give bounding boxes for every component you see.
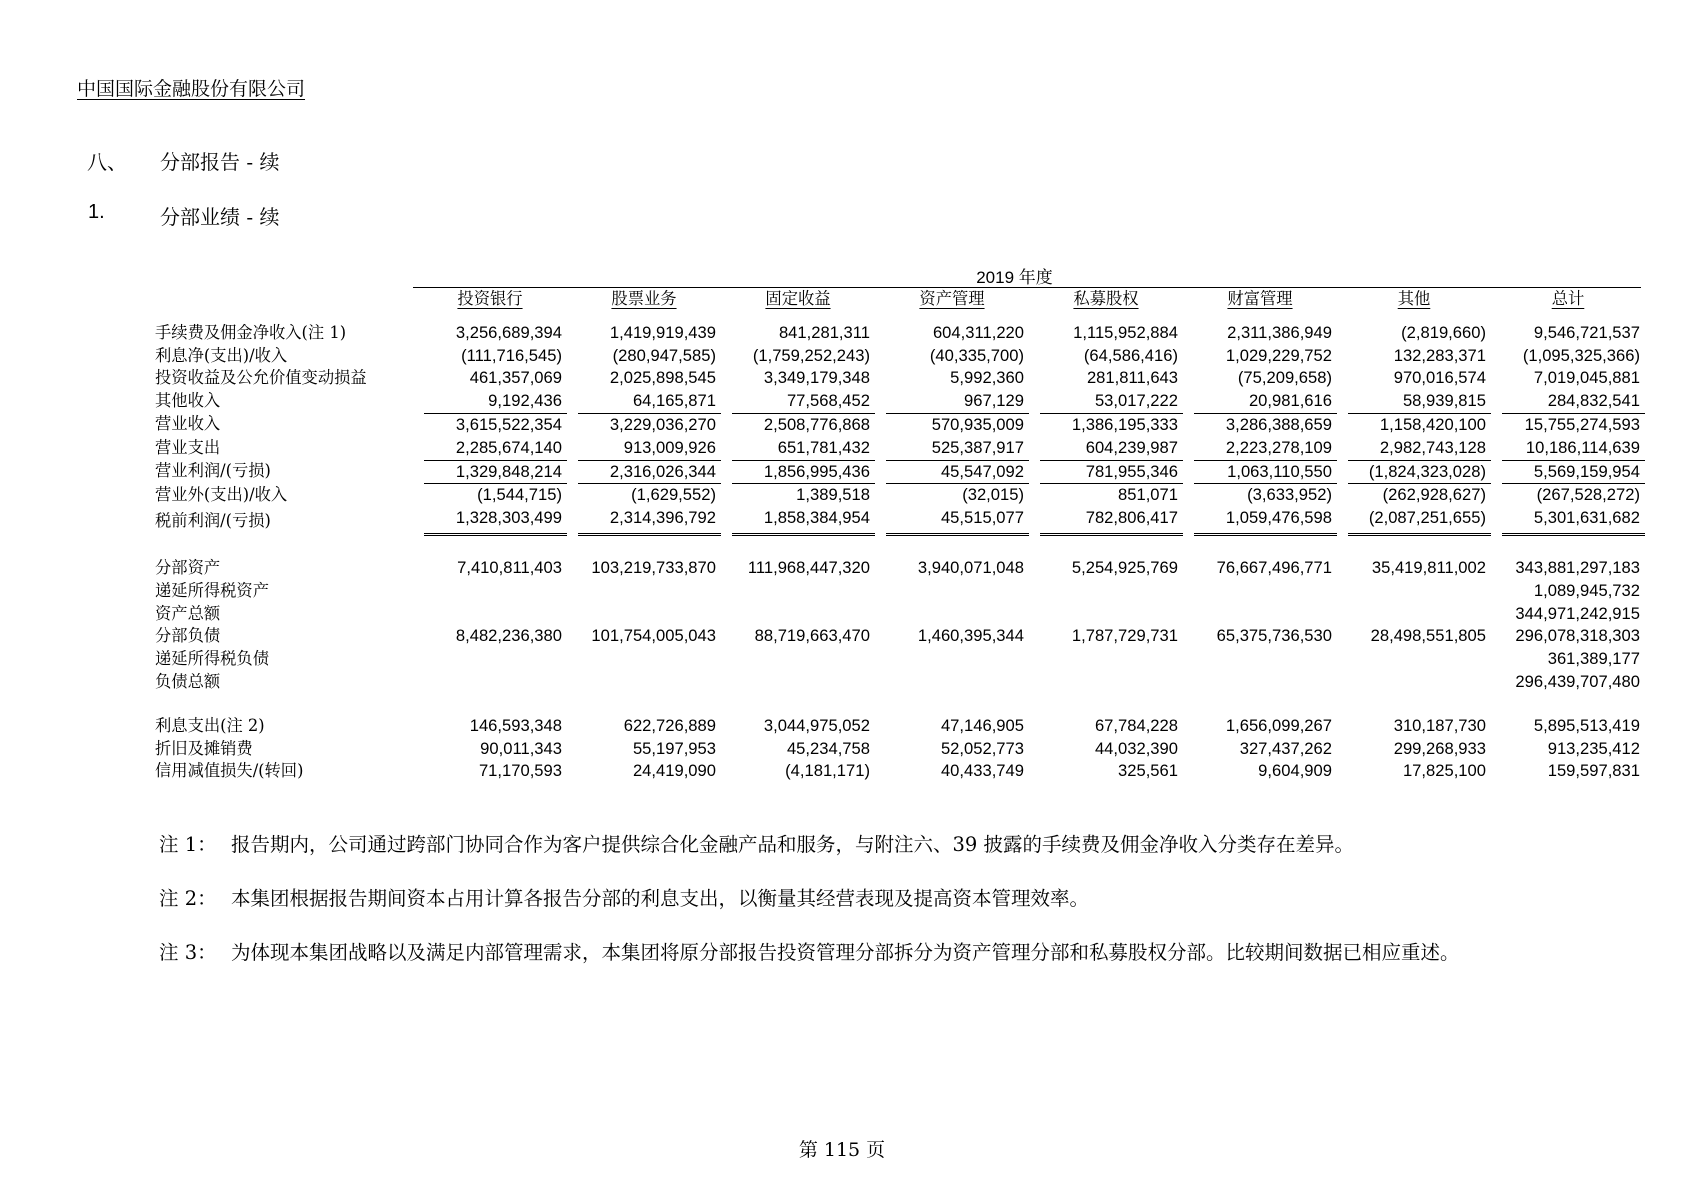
cell-value: 782,806,417 — [1029, 507, 1183, 536]
note-3 — [159, 937, 1460, 965]
cell-value: (1,824,323,028) — [1337, 460, 1491, 484]
row-label: 信用减值损失/(转回) — [155, 761, 304, 781]
cell-value: 24,419,090 — [632, 761, 716, 781]
cell-value — [875, 580, 1029, 603]
table-row — [155, 648, 1645, 671]
cell-value: 132,283,371 — [1393, 345, 1486, 365]
cell-value: 651,781,432 — [777, 437, 870, 457]
cell-value: 3,044,975,052 — [763, 715, 870, 735]
cell-value: 299,268,933 — [1393, 738, 1486, 758]
table-row — [155, 580, 1645, 603]
cell-value — [721, 671, 875, 694]
cell-value: 281,811,643 — [1086, 368, 1178, 388]
cell-value: 296,078,318,303 — [1515, 626, 1640, 646]
cell-value: 361,389,177 — [1547, 649, 1640, 669]
cell-value: 9,192,436 — [488, 391, 562, 411]
cell-value: (267,528,272) — [1491, 483, 1645, 507]
cell-value: 296,439,707,480 — [1515, 671, 1640, 691]
cell-value: 284,832,541 — [1547, 391, 1640, 411]
cell-value: 604,239,987 — [1085, 437, 1178, 457]
cell-value: 3,615,522,354 — [413, 413, 567, 437]
cell-value: 3,349,179,348 — [763, 368, 870, 388]
row-label: 资产总额 — [155, 603, 221, 623]
row-label: 分部资产 — [155, 557, 221, 577]
table-row — [155, 507, 1645, 536]
cell-value: 64,165,871 — [632, 391, 716, 411]
cell-value — [413, 603, 567, 626]
cell-value: 20,981,616 — [1248, 391, 1332, 411]
cell-value: 913,009,926 — [623, 437, 716, 457]
cell-value: 1,787,729,731 — [1071, 626, 1178, 646]
cell-value: 1,328,303,499 — [413, 507, 567, 536]
cell-value: (1,759,252,243) — [752, 345, 870, 365]
cell-value: 5,992,360 — [950, 368, 1024, 388]
note-label: 注 3： — [159, 941, 217, 964]
column-header-row — [155, 288, 1645, 311]
column-header: 固定收益 — [765, 289, 831, 308]
cell-value: 970,016,574 — [1393, 368, 1486, 388]
cell-value — [567, 603, 721, 626]
cell-value: 71,170,593 — [478, 761, 562, 781]
row-label: 利息净(支出)/收入 — [155, 345, 288, 365]
cell-value: (1,095,325,366) — [1522, 345, 1640, 365]
cell-value: 67,784,228 — [1094, 715, 1178, 735]
cell-value: (1,544,715) — [413, 483, 567, 507]
cell-value: 8,482,236,380 — [455, 626, 562, 646]
cell-value: 45,547,092 — [875, 460, 1029, 484]
cell-value: 45,515,077 — [875, 507, 1029, 536]
cell-value: 9,546,721,537 — [1533, 322, 1640, 342]
cell-value: 2,285,674,140 — [455, 437, 562, 457]
cell-value: 77,568,452 — [786, 391, 870, 411]
note-label: 注 2： — [159, 887, 217, 910]
cell-value: (2,087,251,655) — [1337, 507, 1491, 536]
cell-value: 1,063,110,550 — [1183, 460, 1337, 484]
cell-value: 1,419,919,439 — [609, 322, 716, 342]
note-text: 本集团根据报告期间资本占用计算各报告分部的利息支出，以衡量其经营表现及提高资本管理效率。 — [231, 887, 1090, 910]
cell-value — [1183, 580, 1337, 603]
cell-value: 1,329,848,214 — [413, 460, 567, 484]
cell-value: (262,928,627) — [1337, 483, 1491, 507]
cell-value — [567, 580, 721, 603]
cell-value: 15,755,274,593 — [1491, 413, 1645, 437]
cell-value — [567, 671, 721, 694]
cell-value: 967,129 — [964, 391, 1024, 411]
cell-value: 17,825,100 — [1402, 761, 1486, 781]
cell-value: 841,281,311 — [778, 322, 870, 342]
cell-value: 5,254,925,769 — [1071, 557, 1178, 577]
cell-value: 5,895,513,419 — [1533, 715, 1640, 735]
cell-value — [1029, 603, 1183, 626]
cell-value: 2,314,396,792 — [567, 507, 721, 536]
cell-value: (280,947,585) — [612, 345, 716, 365]
cell-value: 1,029,229,752 — [1225, 345, 1332, 365]
cell-value — [1337, 603, 1491, 626]
section-number: 八、 — [87, 150, 127, 174]
cell-value — [721, 648, 875, 671]
cell-value: 1,389,518 — [721, 483, 875, 507]
cell-value — [875, 603, 1029, 626]
cell-value: 76,667,496,771 — [1216, 557, 1332, 577]
row-label: 递延所得税资产 — [155, 580, 269, 600]
cell-value: (75,209,658) — [1237, 368, 1332, 388]
subsection-number: 1. — [88, 201, 105, 223]
cell-value — [1029, 648, 1183, 671]
cell-value: 327,437,262 — [1239, 738, 1332, 758]
cell-value: 525,387,917 — [931, 437, 1024, 457]
cell-value: 53,017,222 — [1094, 391, 1178, 411]
cell-value: 101,754,005,043 — [591, 626, 716, 646]
row-label: 分部负债 — [155, 626, 221, 646]
cell-value: (40,335,700) — [929, 345, 1024, 365]
cell-value: 52,052,773 — [940, 738, 1024, 758]
cell-value: 88,719,663,470 — [754, 626, 870, 646]
table-row — [155, 671, 1645, 694]
cell-value: 7,019,045,881 — [1533, 368, 1640, 388]
cell-value: 55,197,953 — [632, 738, 716, 758]
cell-value — [721, 580, 875, 603]
cell-value: 103,219,733,870 — [591, 557, 716, 577]
cell-value: (64,586,416) — [1083, 345, 1178, 365]
table-row — [155, 715, 1645, 738]
cell-value: 344,971,242,915 — [1515, 603, 1640, 623]
cell-value: 2,508,776,868 — [721, 413, 875, 437]
row-label: 税前利润/(亏损) — [155, 511, 271, 531]
cell-value — [1337, 671, 1491, 694]
cell-value: 159,597,831 — [1547, 761, 1640, 781]
table-row — [155, 413, 1645, 437]
cell-value — [1337, 648, 1491, 671]
table-row — [155, 483, 1645, 507]
cell-value — [1029, 671, 1183, 694]
cell-value: 3,940,071,048 — [917, 557, 1024, 577]
cell-value — [413, 580, 567, 603]
column-header: 股票业务 — [611, 289, 677, 308]
cell-value: 570,935,009 — [875, 413, 1029, 437]
row-label: 手续费及佣金净收入(注 1) — [155, 322, 347, 342]
column-header: 私募股权 — [1073, 289, 1139, 308]
cell-value — [413, 671, 567, 694]
table-row — [155, 437, 1645, 460]
cell-value: 622,726,889 — [623, 715, 716, 735]
cell-value: 2,223,278,109 — [1225, 437, 1332, 457]
cell-value — [567, 648, 721, 671]
table-row — [155, 345, 1645, 368]
note-text: 报告期内，公司通过跨部门协同合作为客户提供综合化金融产品和服务，与附注六、39 披露的手续费及佣金净收入分类存在差异。 — [231, 833, 1355, 856]
note-text: 为体现本集团战略以及满足内部管理需求，本集团将原分部报告投资管理分部拆分为资产管理分部和私募股权分部。比较期间数据已相应重述。 — [231, 941, 1460, 964]
cell-value: 9,604,909 — [1258, 761, 1332, 781]
column-header: 财富管理 — [1227, 289, 1293, 308]
cell-value — [1183, 603, 1337, 626]
table-row — [155, 557, 1645, 580]
cell-value: 1,115,952,884 — [1073, 322, 1178, 342]
cell-value: 2,025,898,545 — [609, 368, 716, 388]
column-header: 资产管理 — [919, 289, 985, 308]
cell-value: (2,819,660) — [1401, 322, 1486, 342]
cell-value — [1337, 580, 1491, 603]
cell-value: 1,656,099,267 — [1225, 715, 1332, 735]
cell-value: (1,629,552) — [567, 483, 721, 507]
cell-value — [413, 648, 567, 671]
row-label: 营业外(支出)/收入 — [155, 484, 288, 504]
cell-value: 851,071 — [1029, 483, 1183, 507]
cell-value: 58,939,815 — [1402, 391, 1486, 411]
cell-value: 3,229,036,270 — [567, 413, 721, 437]
cell-value: 1,059,476,598 — [1183, 507, 1337, 536]
note-1 — [159, 829, 1354, 857]
cell-value — [721, 603, 875, 626]
table-row — [155, 603, 1645, 626]
cell-value: (111,716,545) — [461, 345, 562, 365]
row-label: 营业支出 — [155, 437, 221, 457]
note-2 — [159, 883, 1089, 911]
cell-value: 28,498,551,805 — [1370, 626, 1486, 646]
cell-value: 2,316,026,344 — [567, 460, 721, 484]
cell-value: 35,419,811,002 — [1371, 557, 1486, 577]
cell-value: (32,015) — [875, 483, 1029, 507]
cell-value: 343,881,297,183 — [1515, 557, 1640, 577]
row-label: 利息支出(注 2) — [155, 715, 265, 735]
label-header — [155, 288, 413, 311]
note-label: 注 1： — [159, 833, 217, 856]
row-label: 折旧及摊销费 — [155, 738, 253, 758]
row-label: 负债总额 — [155, 671, 221, 691]
column-header: 投资银行 — [457, 289, 523, 308]
year-label: 2019 年度 — [976, 268, 1053, 287]
cell-value: 781,955,346 — [1029, 460, 1183, 484]
cell-value: 310,187,730 — [1393, 715, 1486, 735]
cell-value: 1,856,995,436 — [721, 460, 875, 484]
table-row — [155, 760, 1645, 783]
cell-value: 44,032,390 — [1094, 738, 1178, 758]
cell-value: (3,633,952) — [1183, 483, 1337, 507]
table-row — [155, 738, 1645, 761]
cell-value: 45,234,758 — [786, 738, 870, 758]
cell-value: 146,593,348 — [469, 715, 562, 735]
cell-value: 1,858,384,954 — [721, 507, 875, 536]
cell-value: 461,357,069 — [469, 368, 562, 388]
cell-value — [1029, 580, 1183, 603]
subsection-title: 分部业绩 - 续 — [160, 205, 280, 229]
row-label: 递延所得税负债 — [155, 649, 269, 669]
cell-value: 90,011,343 — [480, 738, 562, 758]
row-label: 营业收入 — [155, 414, 221, 434]
row-label: 营业利润/(亏损) — [155, 461, 271, 481]
row-label: 投资收益及公允价值变动损益 — [155, 368, 367, 388]
cell-value: 1,158,420,100 — [1337, 413, 1491, 437]
table-row — [155, 367, 1645, 390]
cell-value: 1,386,195,333 — [1029, 413, 1183, 437]
cell-value: 2,982,743,128 — [1379, 437, 1486, 457]
cell-value: 604,311,220 — [932, 322, 1024, 342]
cell-value — [1183, 648, 1337, 671]
section-title: 分部报告 - 续 — [160, 150, 280, 174]
cell-value: (4,181,171) — [785, 761, 870, 781]
column-header: 总计 — [1551, 289, 1585, 308]
cell-value — [875, 648, 1029, 671]
cell-value: 5,569,159,954 — [1491, 460, 1645, 484]
company-name: 中国国际金融股份有限公司 — [77, 78, 306, 100]
table-row — [155, 460, 1645, 484]
cell-value: 5,301,631,682 — [1491, 507, 1645, 536]
cell-value: 2,311,386,949 — [1227, 322, 1332, 342]
table-row — [155, 322, 1645, 345]
cell-value: 325,561 — [1118, 761, 1178, 781]
table-row — [155, 625, 1645, 648]
cell-value: 40,433,749 — [940, 761, 1024, 781]
table-row — [155, 390, 1645, 413]
page-number: 第 115 页 — [798, 1139, 886, 1161]
cell-value — [1183, 671, 1337, 694]
cell-value: 111,968,447,320 — [747, 557, 870, 577]
row-label: 其他收入 — [155, 391, 221, 411]
cell-value — [875, 671, 1029, 694]
cell-value: 3,286,388,659 — [1183, 413, 1337, 437]
column-header: 其他 — [1397, 289, 1431, 308]
segment-results-table — [155, 288, 1645, 783]
cell-value: 65,375,736,530 — [1216, 626, 1332, 646]
cell-value: 913,235,412 — [1547, 738, 1640, 758]
cell-value: 1,460,395,344 — [917, 626, 1024, 646]
cell-value: 3,256,689,394 — [455, 322, 562, 342]
cell-value: 1,089,945,732 — [1533, 580, 1640, 600]
cell-value: 7,410,811,403 — [457, 557, 562, 577]
cell-value: 47,146,905 — [940, 715, 1024, 735]
cell-value: 10,186,114,639 — [1525, 437, 1640, 457]
